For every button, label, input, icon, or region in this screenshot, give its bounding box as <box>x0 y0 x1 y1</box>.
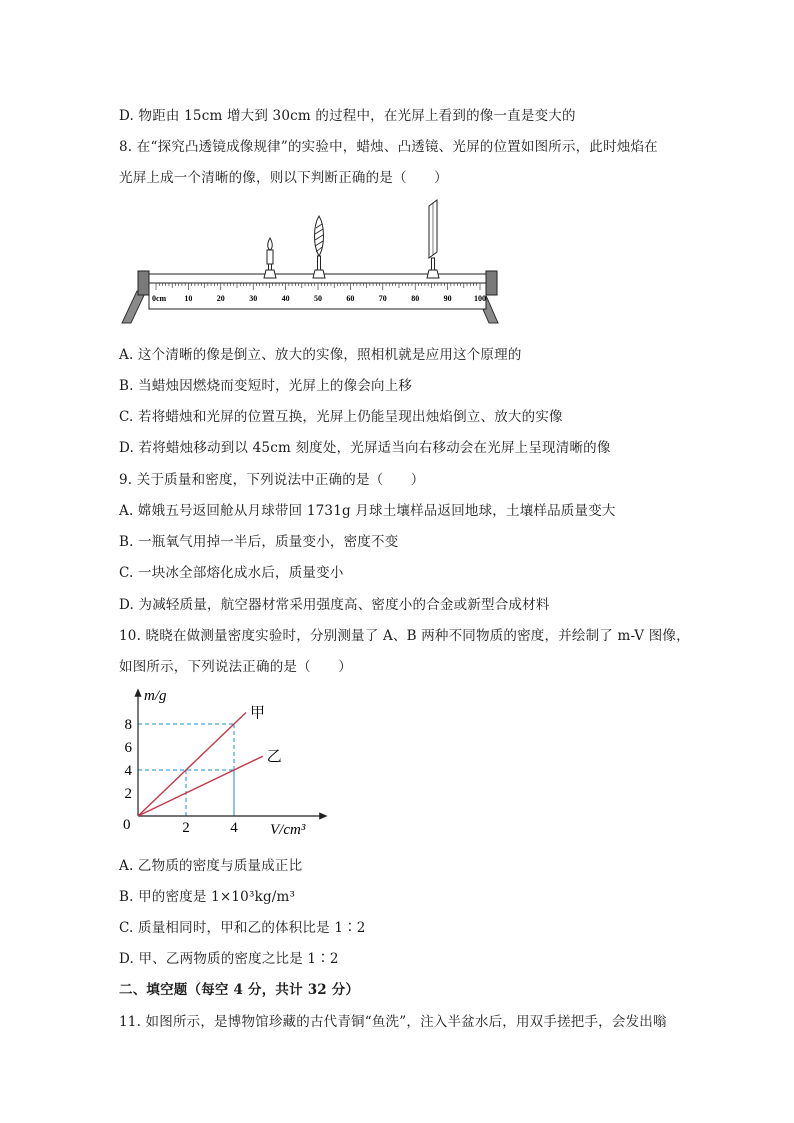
series-label-2: 乙 <box>266 749 282 766</box>
q8-option-c: C. 若将蜡烛和光屏的位置互换，光屏上仍能呈现出烛焰倒立、放大的实像 <box>119 409 563 425</box>
q8-option-d: D. 若将蜡烛移动到以 45cm 刻度处，光屏适当向右移动会在光屏上呈现清晰的像 <box>119 440 611 456</box>
y-tick-label: 4 <box>124 763 132 779</box>
light-screen <box>427 200 439 278</box>
series-label-1: 甲 <box>250 705 266 722</box>
q10-option-d: D. 甲、乙两物质的密度之比是 1∶2 <box>119 951 339 967</box>
q8-option-a: A. 这个清晰的像是倒立、放大的实像，照相机就是应用这个原理的 <box>119 347 522 363</box>
scale-label: 30 <box>249 294 258 303</box>
scale-label: 60 <box>346 294 355 303</box>
graph-y-label: m/g <box>144 688 167 704</box>
q9-stem: 9. 关于质量和密度，下列说法中正确的是（ ） <box>119 472 425 488</box>
x-tick-label: 2 <box>182 820 190 836</box>
q9-option-c: C. 一块冰全部熔化成水后，质量变小 <box>119 565 344 581</box>
scale-label: 100 <box>474 294 486 303</box>
q8-option-b: B. 当蜡烛因燃烧而变短时，光屏上的像会向上移 <box>119 378 413 394</box>
graph-series <box>138 705 282 817</box>
graph-origin-label: 0 <box>123 817 131 833</box>
scale-label: 40 <box>281 294 290 303</box>
bench-left-block <box>138 271 149 295</box>
series-line-1 <box>138 713 246 817</box>
q10-stem-line1: 10. 晓晓在做测量密度实验时，分别测量了 A、B 两种不同物质的密度，并绘制了 m-V 图像， <box>119 628 690 644</box>
q10-option-c: C. 质量相同时，甲和乙的体积比是 1∶2 <box>119 920 366 936</box>
q8-stem-line1: 8. 在“探究凸透镜成像规律”的实验中，蜡烛、凸透镜、光屏的位置如图所示，此时烛焰在 <box>119 139 658 155</box>
q7-option-d: D. 物距由 15cm 增大到 30cm 的过程中，在光屏上看到的像一直是变大的 <box>119 108 576 124</box>
scale-unit-label: 0cm <box>152 294 167 303</box>
q11-stem: 11. 如图所示，是博物馆珍藏的古代青铜“鱼洗”，注入半盆水后，用双手搓把手，会发出嗡 <box>119 1014 667 1030</box>
scale-label: 80 <box>411 294 420 303</box>
q9-option-d: D. 为减轻质量，航空器材常采用强度高、密度小的合金或新型合成材料 <box>119 597 550 613</box>
m-v-graph <box>119 686 339 841</box>
x-tick-label: 4 <box>230 820 238 836</box>
y-tick-label: 8 <box>124 717 132 733</box>
q10-option-b: B. 甲的密度是 1×10³kg/m³ <box>119 889 296 905</box>
bench-right-block <box>486 271 497 295</box>
q9-option-b: B. 一瓶氧气用掉一半后，质量变小，密度不变 <box>119 534 399 550</box>
q8-stem-line2: 光屏上成一个清晰的像，则以下判断正确的是（ ） <box>119 170 448 186</box>
scale-label: 70 <box>378 294 387 303</box>
graph-x-label: V/cm³ <box>270 822 306 838</box>
scale-label: 10 <box>184 294 193 303</box>
scale-label: 50 <box>314 294 322 303</box>
q9-option-a: A. 嫦娥五号返回舱从月球带回 1731g 月球土壤样品返回地球，土壤样品质量变大 <box>119 503 616 519</box>
bench-left-leg <box>122 291 146 323</box>
q10-option-a: A. 乙物质的密度与质量成正比 <box>119 858 303 874</box>
scale-label: 20 <box>216 294 225 303</box>
series-line-2 <box>138 756 263 816</box>
scale-label: 90 <box>443 294 452 303</box>
candle-body <box>267 250 273 264</box>
y-tick-label: 6 <box>124 740 132 756</box>
convex-lens <box>313 216 325 278</box>
candle-flame <box>268 238 273 250</box>
optical-bench-figure <box>119 198 499 328</box>
y-tick-label: 2 <box>124 786 132 802</box>
q10-stem-line2: 如图所示，下列说法正确的是（ ） <box>119 659 352 675</box>
section-2-heading: 二、填空题（每空 4 分，共计 32 分） <box>119 982 360 998</box>
candle <box>264 238 276 278</box>
